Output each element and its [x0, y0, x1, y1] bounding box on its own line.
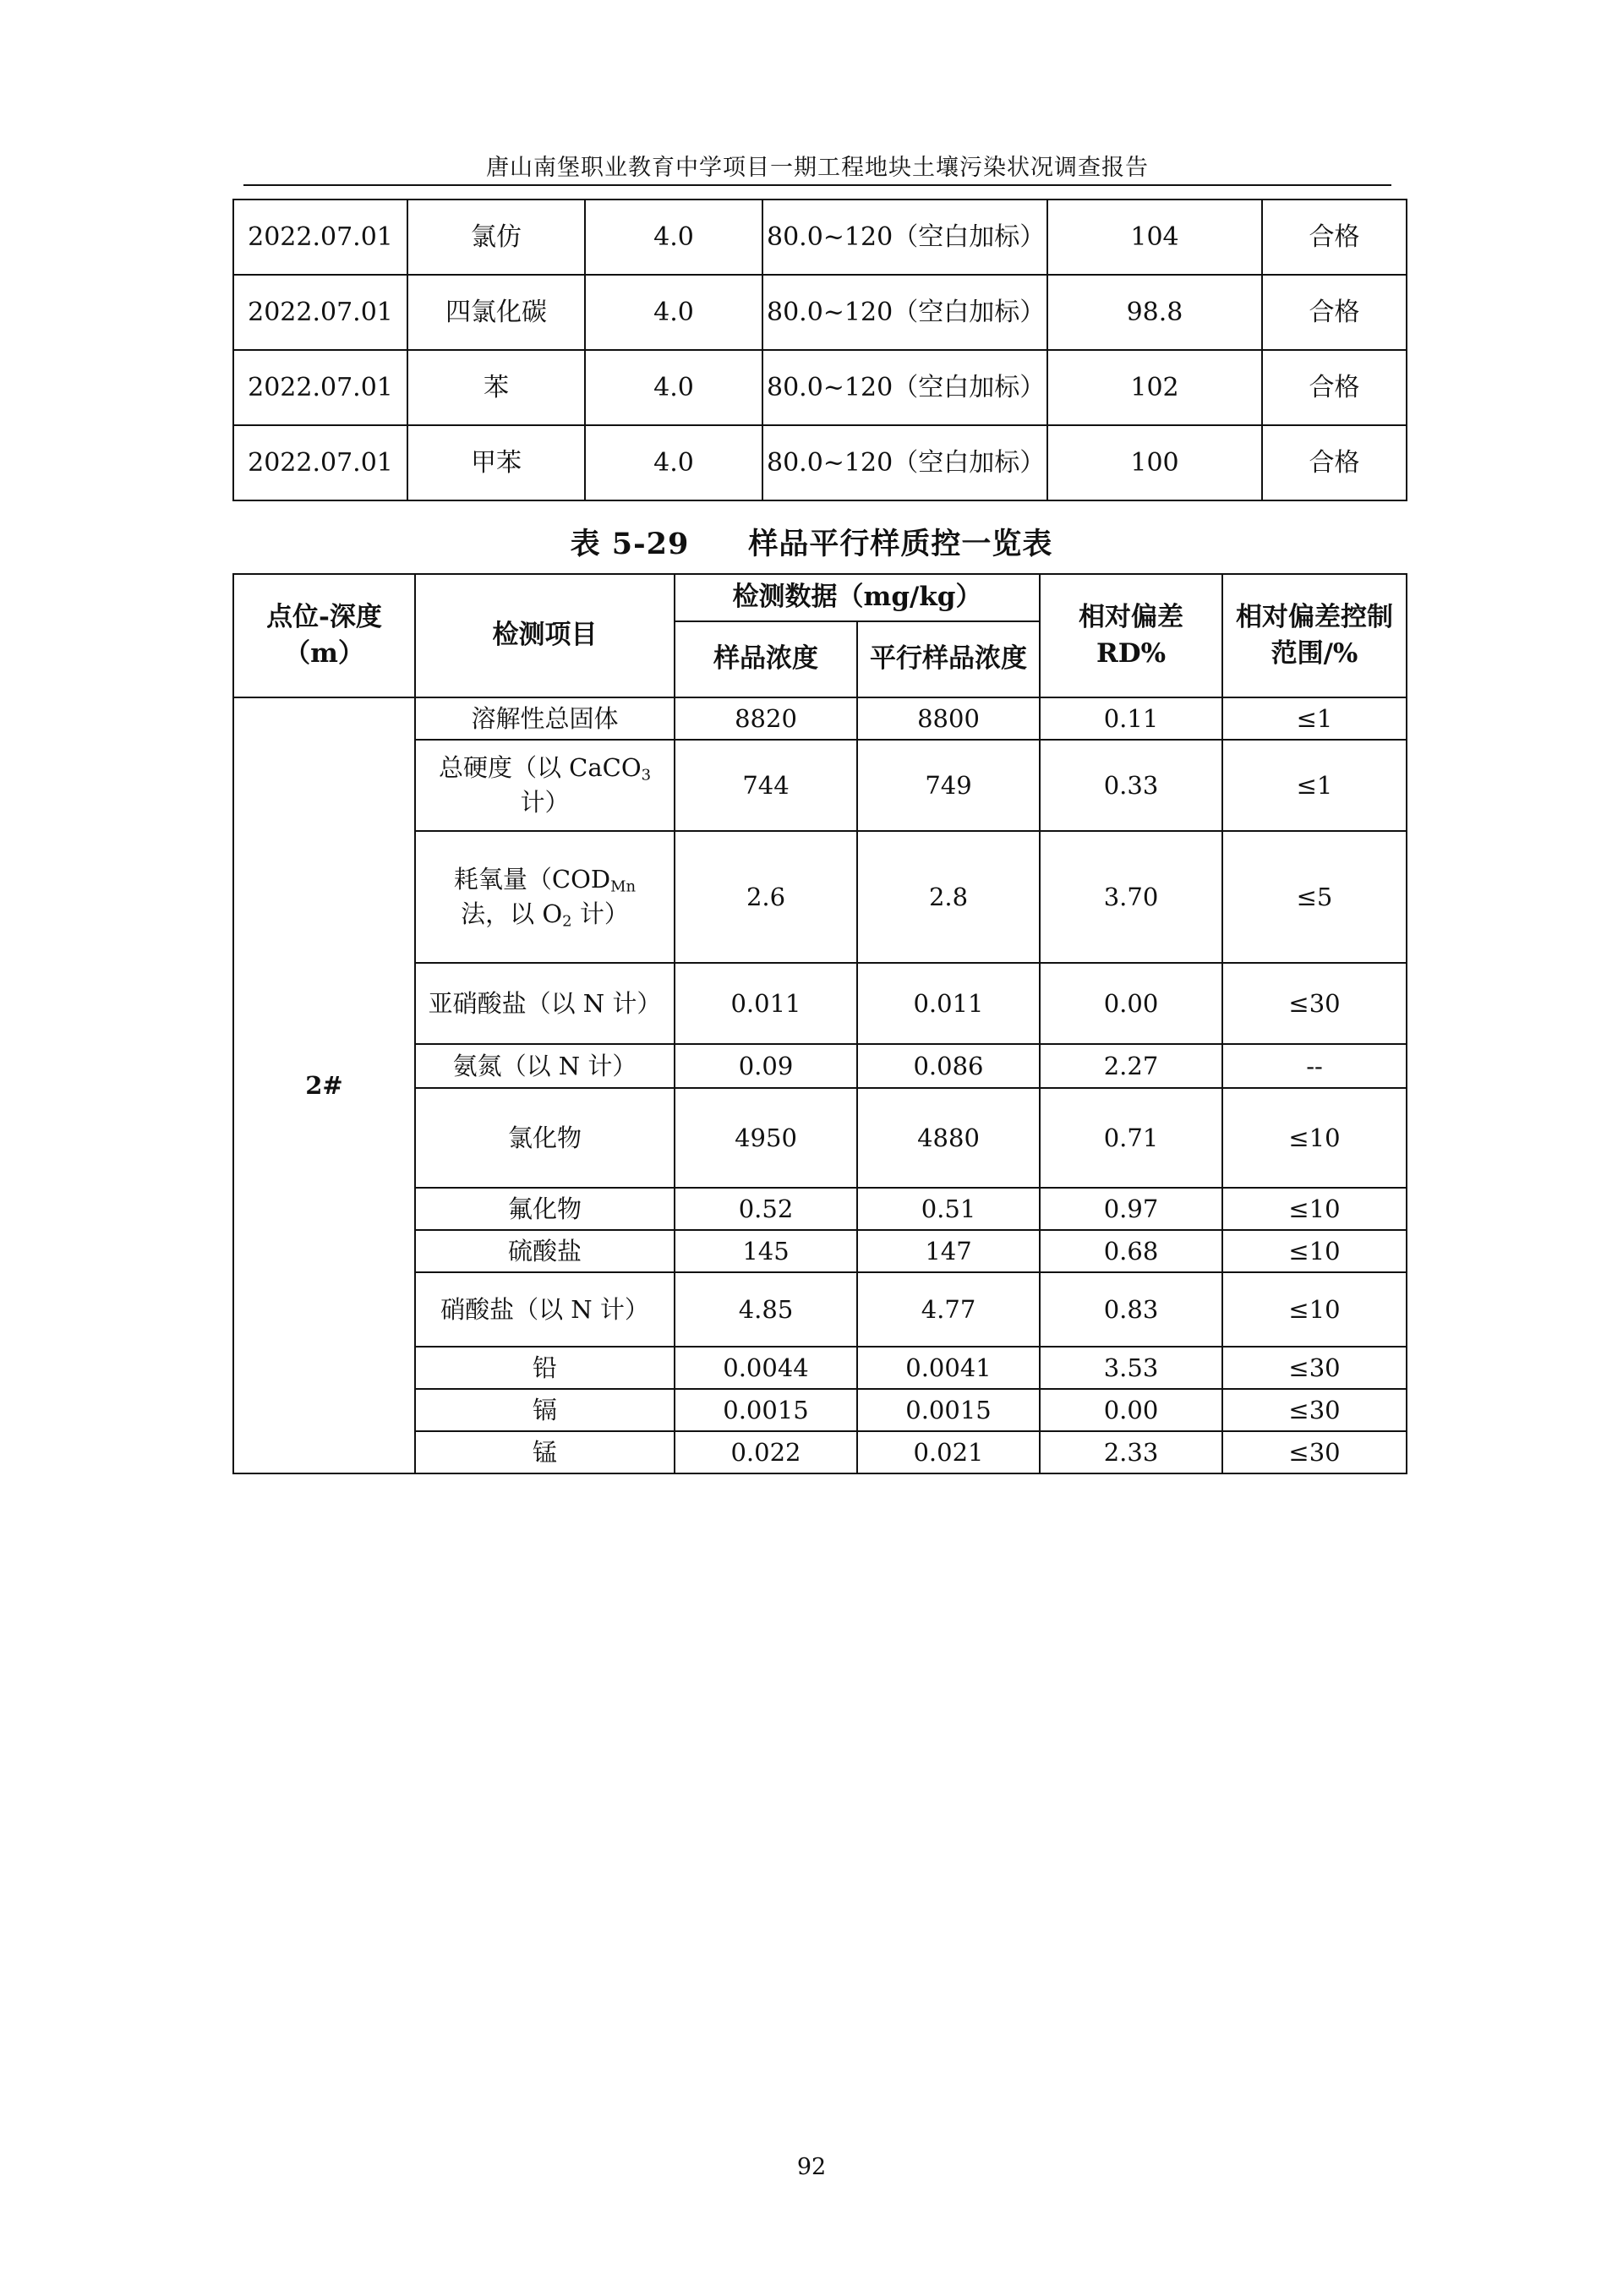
- limit-cell: ≤10: [1222, 1272, 1407, 1347]
- value-cell: 4.0: [585, 350, 762, 425]
- limit-cell: ≤10: [1222, 1230, 1407, 1272]
- limit-cell: ≤30: [1222, 1389, 1407, 1431]
- item-cell: 镉: [415, 1389, 675, 1431]
- verdict-cell: 合格: [1262, 350, 1407, 425]
- sample-cell: 744: [675, 740, 857, 831]
- result-cell: 100: [1047, 425, 1262, 500]
- item-cell: 氯仿: [407, 200, 585, 275]
- verdict-cell: 合格: [1262, 275, 1407, 350]
- sample-cell: 145: [675, 1230, 857, 1272]
- parallel-cell: 0.0015: [857, 1389, 1040, 1431]
- item-cell: 氟化物: [415, 1188, 675, 1230]
- header-range: 相对偏差控制范围/%: [1222, 574, 1407, 697]
- sample-cell: 0.52: [675, 1188, 857, 1230]
- sample-cell: 0.09: [675, 1044, 857, 1088]
- item-cell: 四氯化碳: [407, 275, 585, 350]
- date-cell: 2022.07.01: [233, 350, 407, 425]
- result-cell: 98.8: [1047, 275, 1262, 350]
- parallel-cell: 0.011: [857, 963, 1040, 1044]
- rd-cell: 2.33: [1040, 1431, 1222, 1473]
- rd-cell: 0.11: [1040, 697, 1222, 740]
- result-cell: 102: [1047, 350, 1262, 425]
- item-cell: 硫酸盐: [415, 1230, 675, 1272]
- limit-cell: ≤30: [1222, 963, 1407, 1044]
- table-caption-number: 表 5-29: [570, 527, 690, 561]
- sample-cell: 0.011: [675, 963, 857, 1044]
- item-cell: 铅: [415, 1347, 675, 1389]
- range-cell: 80.0~120（空白加标）: [762, 200, 1047, 275]
- item-cell: 甲苯: [407, 425, 585, 500]
- parallel-cell: 4880: [857, 1088, 1040, 1188]
- verdict-cell: 合格: [1262, 425, 1407, 500]
- depth-cell: 2#: [233, 697, 415, 1473]
- item-cell: 锰: [415, 1431, 675, 1473]
- sample-cell: 4.85: [675, 1272, 857, 1347]
- table-row: [233, 425, 1407, 500]
- parallel-cell: 749: [857, 740, 1040, 831]
- range-cell: 80.0~120（空白加标）: [762, 275, 1047, 350]
- sample-cell: 0.022: [675, 1431, 857, 1473]
- parallel-cell: 0.0041: [857, 1347, 1040, 1389]
- rd-cell: 0.33: [1040, 740, 1222, 831]
- value-cell: 4.0: [585, 275, 762, 350]
- rd-cell: 0.68: [1040, 1230, 1222, 1272]
- rd-cell: 2.27: [1040, 1044, 1222, 1088]
- header-parallel: 平行样品浓度: [857, 621, 1040, 697]
- rd-cell: 0.71: [1040, 1088, 1222, 1188]
- limit-cell: ≤10: [1222, 1088, 1407, 1188]
- result-cell: 104: [1047, 200, 1262, 275]
- limit-cell: ≤1: [1222, 740, 1407, 831]
- parallel-cell: 147: [857, 1230, 1040, 1272]
- header-sample: 样品浓度: [675, 621, 857, 697]
- table-row: [233, 350, 1407, 425]
- table-caption: [0, 521, 1623, 563]
- parallel-cell: 4.77: [857, 1272, 1040, 1347]
- header-rule: [243, 184, 1391, 186]
- limit-cell: ≤30: [1222, 1347, 1407, 1389]
- sample-cell: 2.6: [675, 831, 857, 963]
- limit-cell: --: [1222, 1044, 1407, 1088]
- item-cell: 硝酸盐（以 N 计）: [415, 1272, 675, 1347]
- verdict-cell: 合格: [1262, 200, 1407, 275]
- rd-cell: 0.83: [1040, 1272, 1222, 1347]
- parallel-cell: 0.021: [857, 1431, 1040, 1473]
- parallel-cell: 2.8: [857, 831, 1040, 963]
- sample-cell: 8820: [675, 697, 857, 740]
- header-rd: 相对偏差RD%: [1040, 574, 1222, 697]
- item-cell: 亚硝酸盐（以 N 计）: [415, 963, 675, 1044]
- parallel-cell: 8800: [857, 697, 1040, 740]
- item-cell: 溶解性总固体: [415, 697, 675, 740]
- table-row: [233, 200, 1407, 275]
- rd-cell: 0.00: [1040, 963, 1222, 1044]
- continuation-table: [232, 199, 1407, 501]
- rd-cell: 0.00: [1040, 1389, 1222, 1431]
- value-cell: 4.0: [585, 425, 762, 500]
- range-cell: 80.0~120（空白加标）: [762, 350, 1047, 425]
- range-cell: 80.0~120（空白加标）: [762, 425, 1047, 500]
- table-row: [233, 697, 1407, 740]
- limit-cell: ≤10: [1222, 1188, 1407, 1230]
- item-cell: 氯化物: [415, 1088, 675, 1188]
- parallel-sample-qc-table: [232, 573, 1407, 1474]
- limit-cell: ≤5: [1222, 831, 1407, 963]
- header-data-group: 检测数据（mg/kg）: [675, 574, 1040, 621]
- page-number: 92: [796, 2154, 827, 2180]
- limit-cell: ≤30: [1222, 1431, 1407, 1473]
- sample-cell: 4950: [675, 1088, 857, 1188]
- item-cell: 氨氮（以 N 计）: [415, 1044, 675, 1088]
- header-depth: 点位-深度（m）: [233, 574, 415, 697]
- sample-cell: 0.0015: [675, 1389, 857, 1431]
- rd-cell: 3.70: [1040, 831, 1222, 963]
- sample-cell: 0.0044: [675, 1347, 857, 1389]
- parallel-cell: 0.51: [857, 1188, 1040, 1230]
- date-cell: 2022.07.01: [233, 275, 407, 350]
- item-cell: 耗氧量（$COD_{Mn}$ 法，以 $O_2$ 计）: [415, 831, 675, 963]
- parallel-cell: 0.086: [857, 1044, 1040, 1088]
- table-caption-title: 样品平行样质控一览表: [748, 527, 1053, 561]
- rd-cell: 3.53: [1040, 1347, 1222, 1389]
- header-item: 检测项目: [415, 574, 675, 697]
- value-cell: 4.0: [585, 200, 762, 275]
- page-header-title: 唐山南堡职业教育中学项目一期工程地块土壤污染状况调查报告: [486, 155, 1149, 181]
- table-row: [233, 275, 1407, 350]
- date-cell: 2022.07.01: [233, 200, 407, 275]
- limit-cell: ≤1: [1222, 697, 1407, 740]
- date-cell: 2022.07.01: [233, 425, 407, 500]
- item-cell: 总硬度（以 CaCO$_3$ 计）: [415, 740, 675, 831]
- item-cell: 苯: [407, 350, 585, 425]
- rd-cell: 0.97: [1040, 1188, 1222, 1230]
